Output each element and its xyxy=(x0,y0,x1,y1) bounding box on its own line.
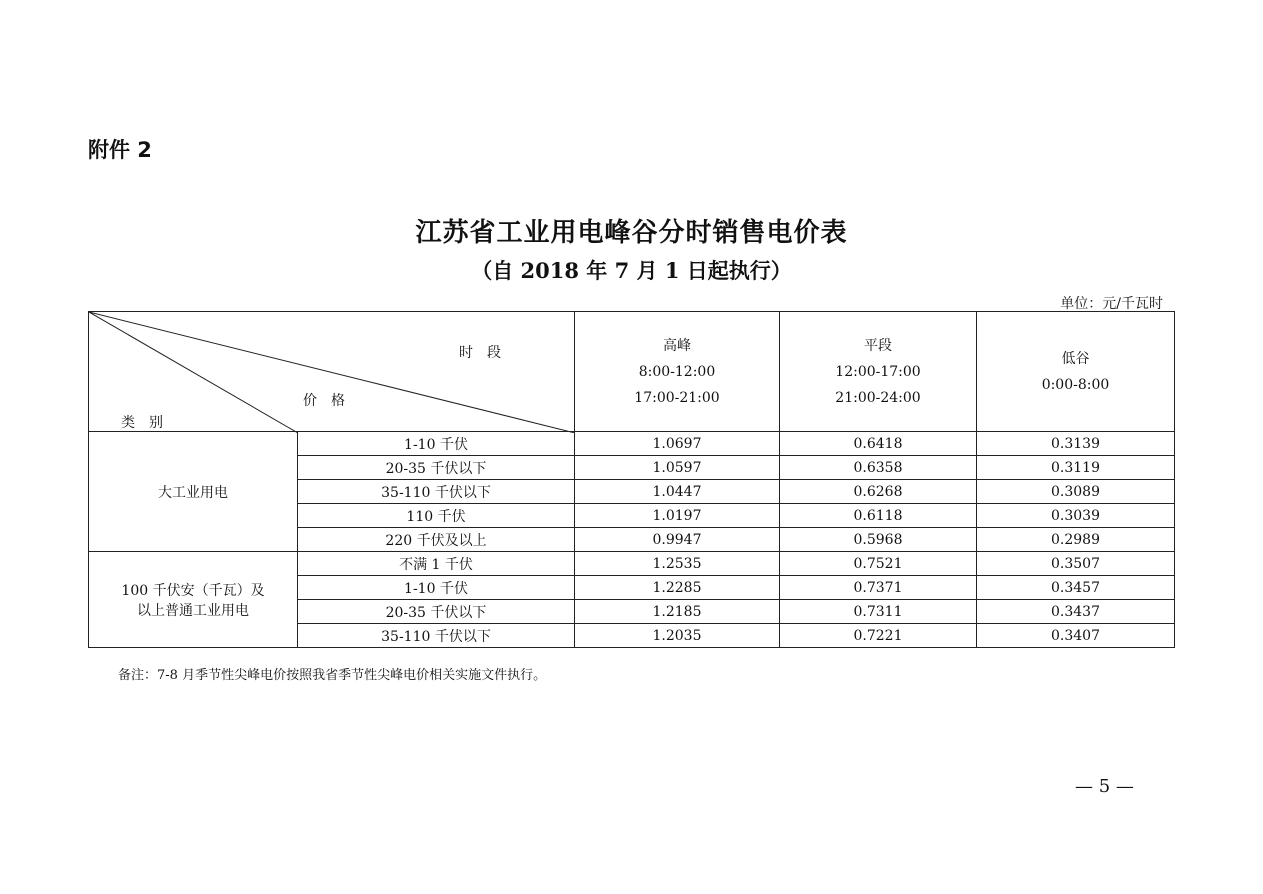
header-peak-time-2: 17:00-21:00 xyxy=(634,389,720,406)
voltage-cell: 220 千伏及以上 xyxy=(298,528,575,552)
document-subtitle: （自 2018 年 7 月 1 日起执行） xyxy=(471,258,792,283)
peak-price-cell: 1.2535 xyxy=(575,552,780,576)
valley-price-cell: 0.3039 xyxy=(977,504,1175,528)
diagonal-header-cell xyxy=(89,312,575,432)
flat-price-cell: 0.6358 xyxy=(780,456,977,480)
peak-price-cell: 1.2285 xyxy=(575,576,780,600)
peak-price-cell: 1.0447 xyxy=(575,480,780,504)
valley-price-cell: 0.3119 xyxy=(977,456,1175,480)
document-title: 江苏省工业用电峰谷分时销售电价表 xyxy=(415,218,848,248)
category-line-2: 以上普通工业用电 xyxy=(137,602,249,619)
header-valley-name: 低谷 xyxy=(1061,350,1090,367)
header-peak xyxy=(575,312,780,432)
header-period-label: 时 段 xyxy=(459,345,501,361)
voltage-cell: 不满 1 千伏 xyxy=(298,552,575,576)
header-peak-name: 高峰 xyxy=(663,337,691,354)
header-flat-name: 平段 xyxy=(864,337,892,354)
flat-price-cell: 0.7311 xyxy=(780,600,977,624)
flat-price-cell: 0.6268 xyxy=(780,480,977,504)
header-flat-time-2: 21:00-24:00 xyxy=(835,389,921,406)
voltage-cell: 1-10 千伏 xyxy=(298,576,575,600)
valley-price-cell: 0.3507 xyxy=(977,552,1175,576)
header-valley-time-1: 0:00-8:00 xyxy=(1041,376,1110,393)
price-table xyxy=(88,311,1175,648)
category-general-industrial xyxy=(89,552,298,648)
valley-price-cell: 0.3089 xyxy=(977,480,1175,504)
table-row xyxy=(89,552,1175,576)
valley-price-cell: 0.3457 xyxy=(977,576,1175,600)
peak-price-cell: 1.2035 xyxy=(575,624,780,648)
page-number: — 5 — xyxy=(1075,776,1134,797)
table-row xyxy=(89,432,1175,456)
flat-price-cell: 0.7221 xyxy=(780,624,977,648)
valley-price-cell: 0.2989 xyxy=(977,528,1175,552)
header-flat-time-1: 12:00-17:00 xyxy=(835,363,921,380)
voltage-cell: 110 千伏 xyxy=(298,504,575,528)
peak-price-cell: 1.0697 xyxy=(575,432,780,456)
valley-price-cell: 0.3437 xyxy=(977,600,1175,624)
header-peak-time-1: 8:00-12:00 xyxy=(638,363,716,380)
category-line-1: 100 千伏安（千瓦）及 xyxy=(121,582,265,599)
valley-price-cell: 0.3139 xyxy=(977,432,1175,456)
table-header-row xyxy=(89,312,1175,432)
voltage-cell: 1-10 千伏 xyxy=(298,432,575,456)
header-valley xyxy=(977,312,1175,432)
flat-price-cell: 0.6418 xyxy=(780,432,977,456)
unit-label: 单位：元/千瓦时 xyxy=(1060,296,1163,312)
flat-price-cell: 0.7371 xyxy=(780,576,977,600)
flat-price-cell: 0.7521 xyxy=(780,552,977,576)
peak-price-cell: 1.0597 xyxy=(575,456,780,480)
peak-price-cell: 1.2185 xyxy=(575,600,780,624)
header-category-label: 类 别 xyxy=(121,415,163,431)
voltage-cell: 20-35 千伏以下 xyxy=(298,600,575,624)
flat-price-cell: 0.6118 xyxy=(780,504,977,528)
header-flat xyxy=(780,312,977,432)
category-large-industrial: 大工业用电 xyxy=(89,432,298,552)
flat-price-cell: 0.5968 xyxy=(780,528,977,552)
header-price-label: 价 格 xyxy=(303,393,345,409)
peak-price-cell: 0.9947 xyxy=(575,528,780,552)
voltage-cell: 35-110 千伏以下 xyxy=(298,480,575,504)
footnote: 备注：7-8 月季节性尖峰电价按照我省季节性尖峰电价相关实施文件执行。 xyxy=(118,668,547,683)
voltage-cell: 20-35 千伏以下 xyxy=(298,456,575,480)
peak-price-cell: 1.0197 xyxy=(575,504,780,528)
voltage-cell: 35-110 千伏以下 xyxy=(298,624,575,648)
valley-price-cell: 0.3407 xyxy=(977,624,1175,648)
attachment-label: 附件 2 xyxy=(88,138,152,162)
